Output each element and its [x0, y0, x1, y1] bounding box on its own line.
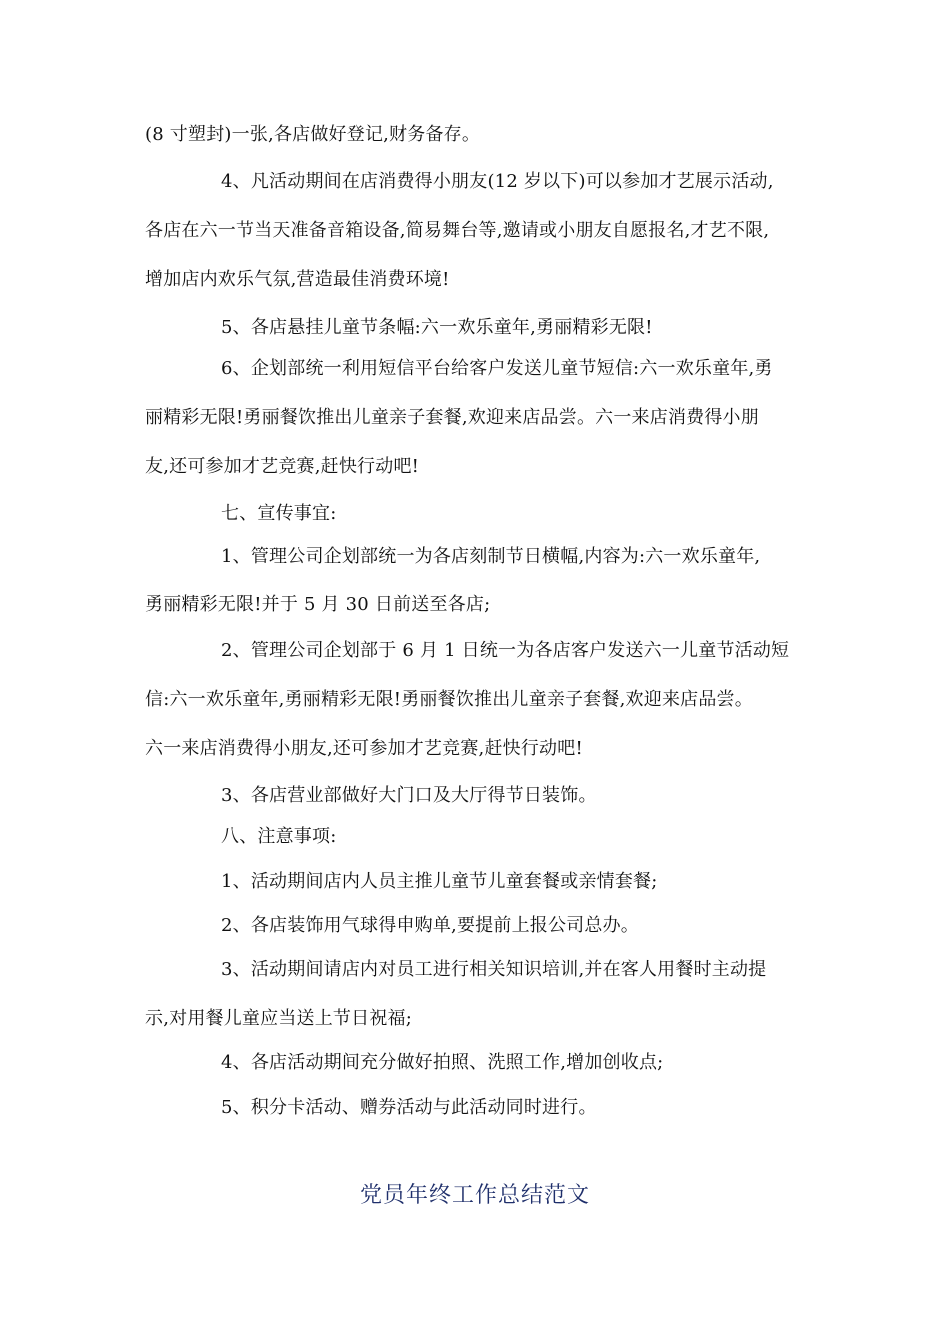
body-line: 信:六一欢乐童年,勇丽精彩无限!勇丽餐饮推出儿童亲子套餐,欢迎来店品尝。	[145, 689, 753, 710]
body-line: 勇丽精彩无限!并于 5 月 30 日前送至各店;	[145, 594, 491, 615]
body-line: 1、管理公司企划部统一为各店刻制节日横幅,内容为:六一欢乐童年,	[221, 546, 761, 567]
body-line: 六一来店消费得小朋友,还可参加才艺竞赛,赶快行动吧!	[145, 738, 583, 759]
body-line: 1、活动期间店内人员主推儿童节儿童套餐或亲情套餐;	[221, 871, 658, 892]
body-line: (8 寸塑封)一张,各店做好登记,财务备存。	[145, 124, 481, 145]
body-line: 2、各店装饰用气球得申购单,要提前上报公司总办。	[221, 915, 639, 936]
body-line: 5、积分卡活动、赠券活动与此活动同时进行。	[221, 1097, 597, 1118]
body-line: 5、各店悬挂儿童节条幅:六一欢乐童年,勇丽精彩无限!	[221, 317, 653, 338]
body-line: 4、凡活动期间在店消费得小朋友(12 岁以下)可以参加才艺展示活动,	[221, 171, 774, 192]
body-line: 增加店内欢乐气氛,营造最佳消费环境!	[145, 269, 450, 290]
body-line: 3、活动期间请店内对员工进行相关知识培训,并在客人用餐时主动提	[221, 959, 767, 980]
body-line: 3、各店营业部做好大门口及大厅得节日装饰。	[221, 785, 597, 806]
body-line: 示,对用餐儿童应当送上节日祝福;	[145, 1008, 412, 1029]
body-line: 6、企划部统一利用短信平台给客户发送儿童节短信:六一欢乐童年,勇	[221, 358, 773, 379]
section-heading: 七、宣传事宜:	[221, 503, 337, 524]
next-article-title: 党员年终工作总结范文	[359, 1183, 590, 1208]
body-line: 2、管理公司企划部于 6 月 1 日统一为各店客户发送六一儿童节活动短	[221, 640, 790, 661]
body-line: 各店在六一节当天准备音箱设备,简易舞台等,邀请或小朋友自愿报名,才艺不限,	[145, 220, 770, 241]
body-line: 友,还可参加才艺竞赛,赶快行动吧!	[145, 456, 420, 477]
body-line: 丽精彩无限!勇丽餐饮推出儿童亲子套餐,欢迎来店品尝。六一来店消费得小朋	[145, 407, 759, 428]
body-line: 4、各店活动期间充分做好拍照、洗照工作,增加创收点;	[221, 1052, 664, 1073]
section-heading: 八、注意事项:	[221, 826, 337, 847]
